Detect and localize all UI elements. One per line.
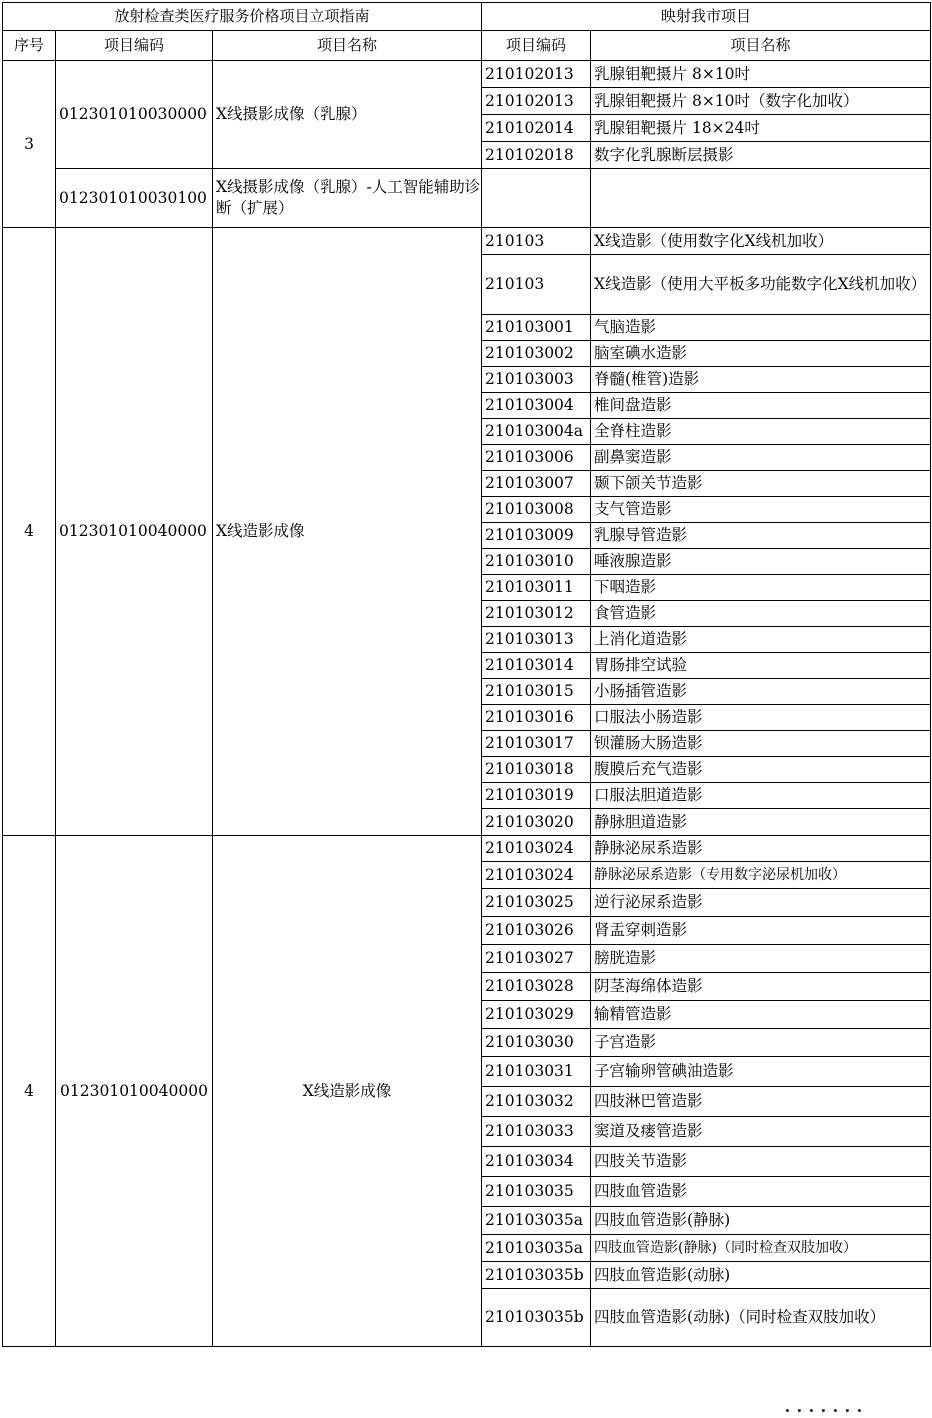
- city-name-cell: 窦道及瘘管造影: [591, 1117, 931, 1147]
- city-name-cell: 输精管造影: [591, 1001, 931, 1029]
- city-code-cell: 210103026: [482, 917, 591, 945]
- city-code-cell: 210102013: [482, 61, 591, 88]
- seq-cell: 4: [3, 228, 56, 836]
- city-name-cell: 四肢淋巴管造影: [591, 1087, 931, 1117]
- city-name-cell: 静脉胆道造影: [591, 809, 931, 836]
- city-code-cell: 210103024: [482, 862, 591, 889]
- city-name-cell: [591, 169, 931, 228]
- city-name-cell: 胃肠排空试验: [591, 653, 931, 679]
- city-code-cell: 210103002: [482, 341, 591, 367]
- city-code-cell: 210103001: [482, 315, 591, 341]
- col-header-city-code: 项目编码: [482, 31, 591, 61]
- table-row: [3, 169, 931, 228]
- seq-cell: 3: [3, 61, 56, 228]
- city-name-cell: 腹膜后充气造影: [591, 757, 931, 783]
- table-row: [3, 836, 931, 862]
- city-code-cell: 210103028: [482, 973, 591, 1001]
- city-code-cell: 210103003: [482, 367, 591, 393]
- city-code-cell: 210103010: [482, 549, 591, 575]
- city-name-cell: 上消化道造影: [591, 627, 931, 653]
- city-name-cell: 乳腺导管造影: [591, 523, 931, 549]
- city-code-cell: 210103035: [482, 1177, 591, 1207]
- city-name-cell: 静脉泌尿系造影: [591, 836, 931, 862]
- city-name-cell: 口服法胆道造影: [591, 783, 931, 809]
- seq-cell: 4: [3, 836, 56, 1347]
- city-name-cell: 子宫造影: [591, 1029, 931, 1057]
- city-code-cell: 210103009: [482, 523, 591, 549]
- city-code-cell: 210103016: [482, 705, 591, 731]
- city-name-cell: 逆行泌尿系造影: [591, 889, 931, 917]
- city-code-cell: 210103014: [482, 653, 591, 679]
- city-name-cell: 下咽造影: [591, 575, 931, 601]
- city-name-cell: 四肢血管造影(动脉): [591, 1262, 931, 1289]
- city-name-cell: 钡灌肠大肠造影: [591, 731, 931, 757]
- guide-code-cell: 012301010030100: [56, 169, 213, 228]
- city-title: 映射我市项目: [482, 3, 931, 31]
- city-code-cell: 210102014: [482, 115, 591, 142]
- city-name-cell: 椎间盘造影: [591, 393, 931, 419]
- guide-name-cell: X线摄影成像（乳腺）-人工智能辅助诊断（扩展）: [213, 169, 482, 228]
- city-name-cell: 子宫输卵管碘油造影: [591, 1057, 931, 1087]
- city-code-cell: 210103011: [482, 575, 591, 601]
- city-code-cell: 210103030: [482, 1029, 591, 1057]
- city-code-cell: 210103032: [482, 1087, 591, 1117]
- city-name-cell: 四肢血管造影(静脉): [591, 1207, 931, 1235]
- city-code-cell: 210103012: [482, 601, 591, 627]
- city-code-cell: 210103029: [482, 1001, 591, 1029]
- mapping-table: [2, 2, 931, 1347]
- city-name-cell: 静脉泌尿系造影（专用数字泌尿机加收）: [591, 862, 931, 889]
- city-code-cell: 210103033: [482, 1117, 591, 1147]
- col-header-guide-code: 项目编码: [56, 31, 213, 61]
- city-code-cell: 210102013: [482, 88, 591, 115]
- city-name-cell: 小肠插管造影: [591, 679, 931, 705]
- table-row: [3, 61, 931, 88]
- city-code-cell: 210103013: [482, 627, 591, 653]
- guide-code-cell: 012301010030000: [56, 61, 213, 169]
- city-name-cell: 气脑造影: [591, 315, 931, 341]
- city-code-cell: 210103031: [482, 1057, 591, 1087]
- guide-title: 放射检查类医疗服务价格项目立项指南: [3, 3, 482, 31]
- city-code-cell: 210103: [482, 255, 591, 315]
- city-name-cell: 乳腺钼靶摄片 8×10吋: [591, 61, 931, 88]
- continuation-dots: ．．．．．．．: [784, 1393, 880, 1418]
- city-code-cell: 210103035b: [482, 1289, 591, 1347]
- city-name-cell: 四肢血管造影(静脉)（同时检查双肢加收）: [591, 1235, 931, 1262]
- guide-name-cell: X线造影成像: [213, 836, 482, 1347]
- city-code-cell: 210103025: [482, 889, 591, 917]
- city-name-cell: 四肢血管造影: [591, 1177, 931, 1207]
- city-code-cell: 210103027: [482, 945, 591, 973]
- city-name-cell: X线造影（使用大平板多功能数字化X线机加收）: [591, 255, 931, 315]
- city-code-cell: 210103024: [482, 836, 591, 862]
- city-code-cell: 210103035a: [482, 1235, 591, 1262]
- col-header-seq: 序号: [3, 31, 56, 61]
- city-code-cell: 210103006: [482, 445, 591, 471]
- col-header-guide-name: 项目名称: [213, 31, 482, 61]
- col-header-city-name: 项目名称: [591, 31, 931, 61]
- city-code-cell: 210103034: [482, 1147, 591, 1177]
- city-name-cell: 食管造影: [591, 601, 931, 627]
- city-name-cell: 四肢血管造影(动脉)（同时检查双肢加收）: [591, 1289, 931, 1347]
- city-name-cell: 膀胱造影: [591, 945, 931, 973]
- city-name-cell: 口服法小肠造影: [591, 705, 931, 731]
- city-code-cell: 210102018: [482, 142, 591, 169]
- city-code-cell: 210103020: [482, 809, 591, 836]
- city-code-cell: 210103008: [482, 497, 591, 523]
- city-name-cell: X线造影（使用数字化X线机加收）: [591, 228, 931, 255]
- city-name-cell: 肾盂穿刺造影: [591, 917, 931, 945]
- city-name-cell: 唾液腺造影: [591, 549, 931, 575]
- city-name-cell: 脊髓(椎管)造影: [591, 367, 931, 393]
- table-row: [3, 228, 931, 255]
- city-name-cell: 数字化乳腺断层摄影: [591, 142, 931, 169]
- city-code-cell: 210103035b: [482, 1262, 591, 1289]
- city-name-cell: 全脊柱造影: [591, 419, 931, 445]
- city-name-cell: 乳腺钼靶摄片 18×24吋: [591, 115, 931, 142]
- city-name-cell: 四肢关节造影: [591, 1147, 931, 1177]
- city-code-cell: 210103007: [482, 471, 591, 497]
- guide-name-cell: X线摄影成像（乳腺）: [213, 61, 482, 169]
- city-code-cell: [482, 169, 591, 228]
- guide-code-cell: 012301010040000: [56, 836, 213, 1347]
- column-header-row: [3, 31, 931, 61]
- city-name-cell: 脑室碘水造影: [591, 341, 931, 367]
- city-code-cell: 210103004: [482, 393, 591, 419]
- city-name-cell: 支气管造影: [591, 497, 931, 523]
- city-code-cell: 210103004a: [482, 419, 591, 445]
- city-code-cell: 210103035a: [482, 1207, 591, 1235]
- city-code-cell: 210103019: [482, 783, 591, 809]
- city-code-cell: 210103: [482, 228, 591, 255]
- city-name-cell: 颞下颌关节造影: [591, 471, 931, 497]
- guide-code-cell: 012301010040000: [56, 228, 213, 836]
- guide-name-cell: X线造影成像: [213, 228, 482, 836]
- title-row: [3, 3, 931, 31]
- city-code-cell: 210103015: [482, 679, 591, 705]
- city-name-cell: 乳腺钼靶摄片 8×10吋（数字化加收）: [591, 88, 931, 115]
- city-code-cell: 210103017: [482, 731, 591, 757]
- city-name-cell: 阴茎海绵体造影: [591, 973, 931, 1001]
- city-name-cell: 副鼻窦造影: [591, 445, 931, 471]
- city-code-cell: 210103018: [482, 757, 591, 783]
